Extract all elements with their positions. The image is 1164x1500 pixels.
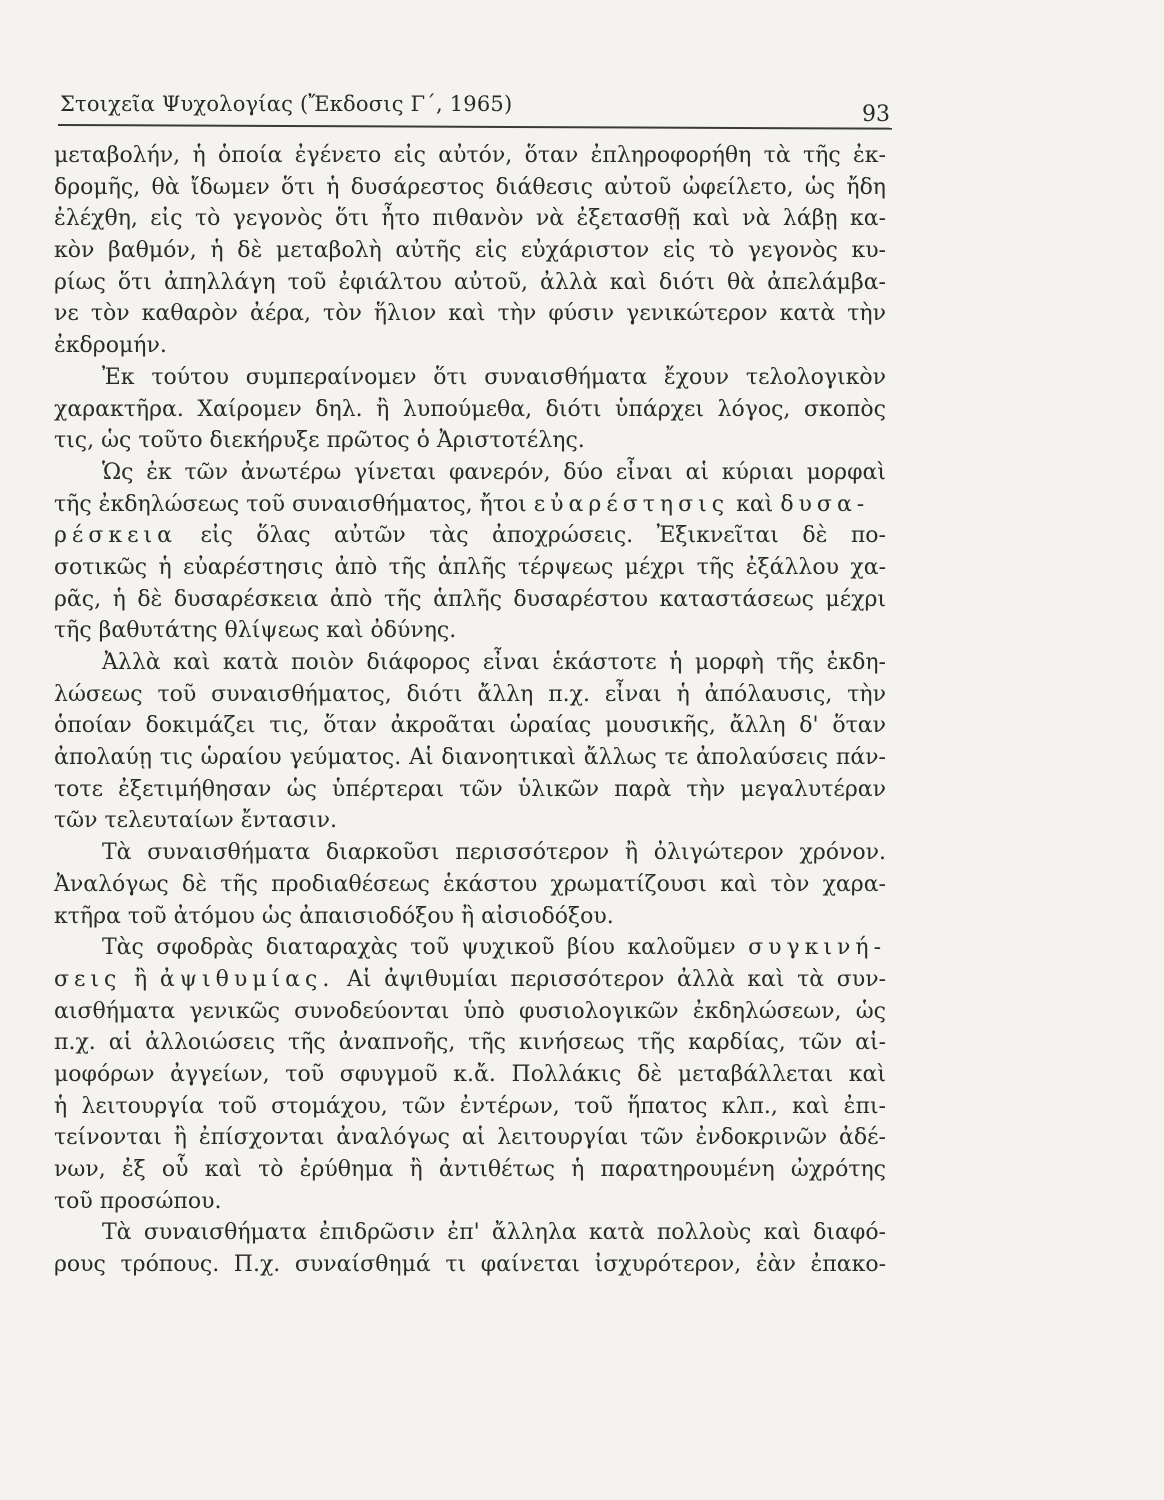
line-text: ἢ xyxy=(134,966,148,992)
line-text: μοφόρων ἀγγείων, τοῦ σφυγμοῦ κ.ἄ. Πολλάκις δὲ μεταβάλλεται καὶ xyxy=(54,1061,886,1087)
text-line xyxy=(54,1154,886,1186)
text-line xyxy=(54,774,886,806)
text-line xyxy=(54,489,886,521)
text-line xyxy=(54,964,886,996)
text-line xyxy=(54,1091,886,1123)
line-text: Ἐκ τούτου συμπεραίνομεν ὅτι συναισθήματα ἔχουν τελολογικὸν xyxy=(102,364,886,390)
line-text: τῆς ἐκδηλώσεως τοῦ συναισθήματος, ἤτοι xyxy=(54,491,527,517)
line-text: τοτε ἐξετιμήθησαν ὡς ὑπέρτεραι τῶν ὑλικῶν παρὰ τὴν μεγαλυτέραν xyxy=(54,776,886,802)
text-line xyxy=(54,584,886,616)
line-text: μεταβολήν, ἡ ὁποία ἐγένετο εἰς αὐτόν, ὅταν ἐπληροφορήθη τὰ τῆς ἐκ- xyxy=(54,143,886,168)
text-line xyxy=(54,901,886,933)
header-rule xyxy=(58,124,892,130)
line-text: ρᾶς, ἡ δὲ δυσαρέσκεια ἀπὸ τῆς ἁπλῆς δυσαρέστου καταστάσεως μέχρι xyxy=(54,586,886,612)
text-line xyxy=(54,520,886,552)
line-text: χαρακτῆρα. Χαίρομεν δηλ. ἢ λυπούμεθα, διότι ὑπάρχει λόγος, σκοπὸς xyxy=(54,396,886,422)
line-text: π.χ. αἱ ἀλλοιώσεις τῆς ἀναπνοῆς, τῆς κινήσεως τῆς καρδίας, τῶν αἱ- xyxy=(54,1030,886,1056)
line-text: Τὰς σφοδρὰς διαταραχὰς τοῦ ψυχικοῦ βίου καλοῦμεν xyxy=(102,935,736,961)
emphasized-term: συγκινή- xyxy=(748,935,886,961)
emphasized-term: εὐαρέστησις xyxy=(533,491,730,517)
line-text: ἀπολαύῃ τις ὡραίου γεύματος. Αἱ διανοητικαὶ ἄλλως τε ἀπολαύσεις πάν- xyxy=(54,745,886,771)
text-line xyxy=(54,267,886,299)
line-text: Ὡς ἐκ τῶν ἀνωτέρω γίνεται φανερόν, δύο εἶναι αἱ κύριαι μορφαὶ xyxy=(102,459,886,485)
text-line xyxy=(54,1217,886,1249)
line-text: σοτικῶς ἡ εὐαρέστησις ἀπὸ τῆς ἁπλῆς τέρψεως μέχρι τῆς ἐξάλλου χα- xyxy=(54,554,886,580)
line-text: νε τὸν καθαρὸν ἀέρα, τὸν ἥλιον καὶ τὴν φύσιν γενικώτερον κατὰ τὴν xyxy=(54,301,886,327)
text-line xyxy=(54,615,886,647)
text-line xyxy=(54,330,886,362)
text-line xyxy=(54,869,886,901)
text-line xyxy=(54,298,886,330)
line-text: λώσεως τοῦ συναισθήματος, διότι ἄλλη π.χ. εἶναι ἡ ἀπόλαυσις, τὴν xyxy=(54,681,886,707)
text-line xyxy=(54,235,886,267)
emphasized-term: δυσα- xyxy=(780,491,870,517)
text-line xyxy=(54,837,886,869)
text-line xyxy=(54,457,886,489)
line-text: ὁποίαν δοκιμάζει τις, ὅταν ἀκροᾶται ὡραίας μουσικῆς, ἄλλη δ' ὅταν xyxy=(54,713,886,739)
emphasized-term: ἀψιθυμίας. xyxy=(159,966,335,992)
text-line xyxy=(54,1027,886,1059)
line-text: κτῆρα τοῦ ἀτόμου ὡς ἀπαισιοδόξου ἢ αἰσιοδόξου. xyxy=(54,903,614,929)
line-text: ἐκδρομήν. xyxy=(54,333,167,359)
emphasized-term: σεις xyxy=(54,966,122,992)
text-line xyxy=(54,552,886,584)
line-text: ρους τρόπους. Π.χ. συναίσθημά τι φαίνεται ἰσχυρότερον, ἐὰν ἐπακο- xyxy=(54,1252,886,1278)
text-line xyxy=(54,1122,886,1154)
line-text: αισθήματα γενικῶς συνοδεύονται ὑπὸ φυσιολογικῶν ἐκδηλώσεων, ὡς xyxy=(54,998,886,1024)
line-text: καὶ xyxy=(736,491,774,517)
text-line xyxy=(54,172,886,204)
text-line xyxy=(54,742,886,774)
line-text: εἰς ὅλας αὐτῶν τὰς ἀποχρώσεις. Ἐξικνεῖται δὲ πο- xyxy=(200,523,886,549)
line-text: τοῦ προσώπου. xyxy=(54,1188,222,1214)
text-line xyxy=(54,425,886,457)
text-line xyxy=(54,362,886,394)
line-text: τείνονται ἢ ἐπίσχονται ἀναλόγως αἱ λειτουργίαι τῶν ἐνδοκρινῶν ἀδέ- xyxy=(54,1125,886,1151)
line-text: κὸν βαθμόν, ἡ δὲ μεταβολὴ αὐτῆς εἰς εὐχάριστον εἰς τὸ γεγονὸς κυ- xyxy=(54,238,886,264)
text-line xyxy=(54,140,886,172)
page-number: 93 xyxy=(862,102,890,127)
text-line xyxy=(54,932,886,964)
running-head-title: Στοιχεῖα Ψυχολογίας (Ἔκδοσις Γ΄, 1965) xyxy=(60,92,513,116)
running-head xyxy=(60,82,890,127)
line-text: τῆς βαθυτάτης θλίψεως καὶ ὀδύνης. xyxy=(54,618,457,644)
text-line xyxy=(54,679,886,711)
line-text: δρομῆς, θὰ ἴδωμεν ὅτι ἡ δυσάρεστος διάθεσις αὐτοῦ ὠφείλετο, ὡς ἤδη xyxy=(54,174,886,200)
line-text: Τὰ συναισθήματα ἐπιδρῶσιν ἐπ' ἄλληλα κατὰ πολλοὺς καὶ διαφό- xyxy=(102,1220,886,1246)
text-line xyxy=(54,394,886,426)
text-line xyxy=(54,710,886,742)
line-text: ἐλέχθη, εἰς τὸ γεγονὸς ὅτι ἦτο πιθανὸν νὰ ἐξετασθῇ καὶ νὰ λάβῃ κα- xyxy=(54,206,886,232)
body-text xyxy=(54,140,886,1281)
emphasized-term: ρέσκεια xyxy=(54,523,177,549)
line-text: Τὰ συναισθήματα διαρκοῦσι περισσότερον ἢ ὀλιγώτερον χρόνον. xyxy=(102,840,886,866)
text-line xyxy=(54,647,886,679)
line-text: νων, ἐξ οὗ καὶ τὸ ἐρύθημα ἢ ἀντιθέτως ἡ παρατηρουμένη ὠχρότης xyxy=(54,1157,886,1182)
line-text: Ἀναλόγως δὲ τῆς προδιαθέσεως ἑκάστου χρωματίζουσι καὶ τὸν χαρα- xyxy=(54,871,886,897)
line-text: Αἱ ἀψιθυμίαι περισσότερον ἀλλὰ καὶ τὰ συν- xyxy=(346,966,887,992)
text-line xyxy=(54,1249,886,1281)
text-line xyxy=(54,996,886,1028)
text-line xyxy=(54,805,886,837)
text-line xyxy=(54,1059,886,1091)
text-line xyxy=(54,1186,886,1218)
line-text: ἡ λειτουργία τοῦ στομάχου, τῶν ἐντέρων, τοῦ ἥπατος κλπ., καὶ ἐπι- xyxy=(54,1093,886,1119)
line-text: ρίως ὅτι ἀπηλλάγη τοῦ ἐφιάλτου αὐτοῦ, ἀλλὰ καὶ διότι θὰ ἀπελάμβα- xyxy=(54,269,886,295)
text-line xyxy=(54,203,886,235)
line-text: τῶν τελευταίων ἔντασιν. xyxy=(54,808,337,834)
line-text: τις, ὡς τοῦτο διεκήρυξε πρῶτος ὁ Ἀριστοτέλης. xyxy=(54,428,585,454)
line-text: Ἀλλὰ καὶ κατὰ ποιὸν διάφορος εἶναι ἑκάστοτε ἡ μορφὴ τῆς ἐκδη- xyxy=(102,650,886,675)
